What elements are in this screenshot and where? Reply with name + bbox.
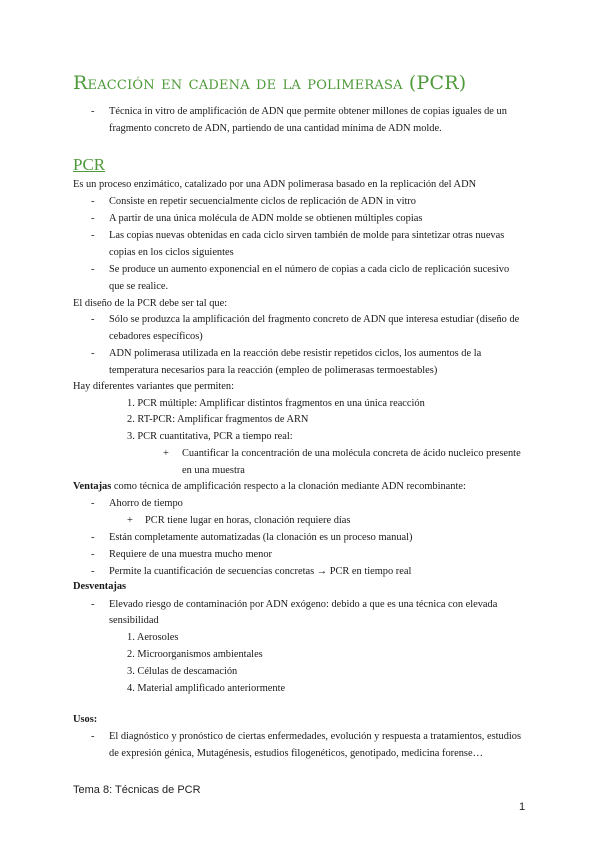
pcr-definition: Es un proceso enzimático, catalizado por una ADN polimerasa basado en la replicación del ADN: [73, 179, 477, 190]
advantages-item: Están completamente automatizadas (la clonación es un proceso manual): [109, 532, 413, 543]
bullet-dash: -: [91, 213, 95, 224]
disadvantages-item: Elevado riesgo de contaminación por ADN exógeno: debido a que es una técnica con elevada: [109, 599, 498, 610]
page-number: 1: [519, 801, 526, 813]
variant-item: 2. RT-PCR: Amplificar fragmentos de ARN: [127, 414, 309, 425]
bullet-plus: +: [163, 448, 169, 459]
bullet-dash: -: [91, 230, 95, 241]
page-footer: Tema 8: Técnicas de PCR: [73, 784, 201, 796]
disadvantages-list-item: 1. Aerosoles: [127, 632, 179, 643]
advantages-item: Ahorro de tiempo: [109, 498, 183, 509]
pcr-item: A partir de una única molécula de ADN molde se obtienen múltiples copias: [109, 213, 423, 224]
bullet-dash: -: [91, 532, 95, 543]
disadvantages-list-item: 4. Material amplificado anteriormente: [127, 683, 286, 694]
advantages-item: Requiere de una muestra mucho menor: [109, 549, 273, 560]
bullet-dash: -: [91, 196, 95, 207]
disadvantages-item-cont: sensibilidad: [109, 615, 159, 626]
bullet-dash: -: [91, 314, 95, 325]
bullet-dash: -: [91, 566, 95, 577]
pcr-heading: PCR: [73, 155, 106, 174]
disadvantages-list-item: 3. Células de descamación: [127, 666, 238, 677]
variant-subitem: Cuantificar la concentración de una molécula concreta de ácido nucleico presente: [182, 448, 521, 459]
intro-line-2: fragmento concreto de ADN, partiendo de una cantidad mínima de ADN molde.: [109, 123, 442, 134]
bullet-plus: +: [127, 515, 133, 526]
disadvantages-label: Desventajas: [73, 581, 127, 592]
uses-item-cont: de expresión génica, Mutagénesis, estudios filogenéticos, genotipado, medicina forense…: [109, 748, 483, 759]
bullet-dash: -: [91, 106, 95, 117]
variants-intro: Hay diferentes variantes que permiten:: [73, 381, 234, 392]
bullet-dash: -: [91, 498, 95, 509]
variant-item: 3. PCR cuantitativa, PCR a tiempo real:: [127, 431, 293, 442]
variant-subitem-cont: en una muestra: [182, 465, 245, 476]
design-intro: El diseño de la PCR debe ser tal que:: [73, 298, 228, 309]
pcr-item: Consiste en repetir secuencialmente ciclos de replicación de ADN in vitro: [109, 196, 416, 207]
variant-item: 1. PCR múltiple: Amplificar distintos fragmentos en una única reacción: [127, 398, 425, 409]
pcr-item: Las copias nuevas obtenidas en cada ciclo sirven también de molde para sintetizar otras nuevas: [109, 230, 505, 241]
advantages-line: [73, 480, 466, 493]
advantages-description: como técnica de amplificación respecto a la clonación mediante ADN recombinante:: [111, 481, 466, 492]
design-item-cont: cebadores específicos): [109, 331, 203, 342]
bullet-dash: -: [91, 731, 95, 742]
design-item: ADN polimerasa utilizada en la reacción debe resistir repetidos ciclos, los aumentos de la: [109, 348, 482, 359]
pcr-item-cont: que se realice.: [109, 281, 169, 292]
document-title: Reacción en cadena de la polimerasa (PCR): [73, 72, 467, 94]
bullet-dash: -: [91, 348, 95, 359]
uses-label: Usos:: [73, 714, 98, 725]
bullet-dash: -: [91, 264, 95, 275]
bullet-dash: -: [91, 549, 95, 560]
pcr-item: Se produce un aumento exponencial en el número de copias a cada ciclo de replicación sucesivo: [109, 264, 510, 275]
bullet-dash: -: [91, 599, 95, 610]
design-item: Sólo se produzca la amplificación del fragmento concreto de ADN que interesa estudiar (diseño de: [109, 314, 520, 325]
uses-item: El diagnóstico y pronóstico de ciertas enfermedades, evolución y respuesta a tratamientos, estudios: [109, 731, 522, 742]
intro-line-1: Técnica in vitro de amplificación de ADN que permite obtener millones de copias iguales de un: [109, 106, 507, 117]
design-item-cont: temperatura necesarios para la reacción (empleo de polimerasas termoestables): [109, 365, 438, 376]
pcr-item-cont: copias en los ciclos siguientes: [109, 247, 234, 258]
disadvantages-list-item: 2. Microorganismos ambientales: [127, 649, 263, 660]
advantages-subitem: PCR tiene lugar en horas, clonación requiere días: [145, 515, 351, 526]
advantages-item: Permite la cuantificación de secuencias concretas → PCR en tiempo real: [109, 566, 412, 577]
advantages-label: Ventajas: [73, 481, 112, 492]
